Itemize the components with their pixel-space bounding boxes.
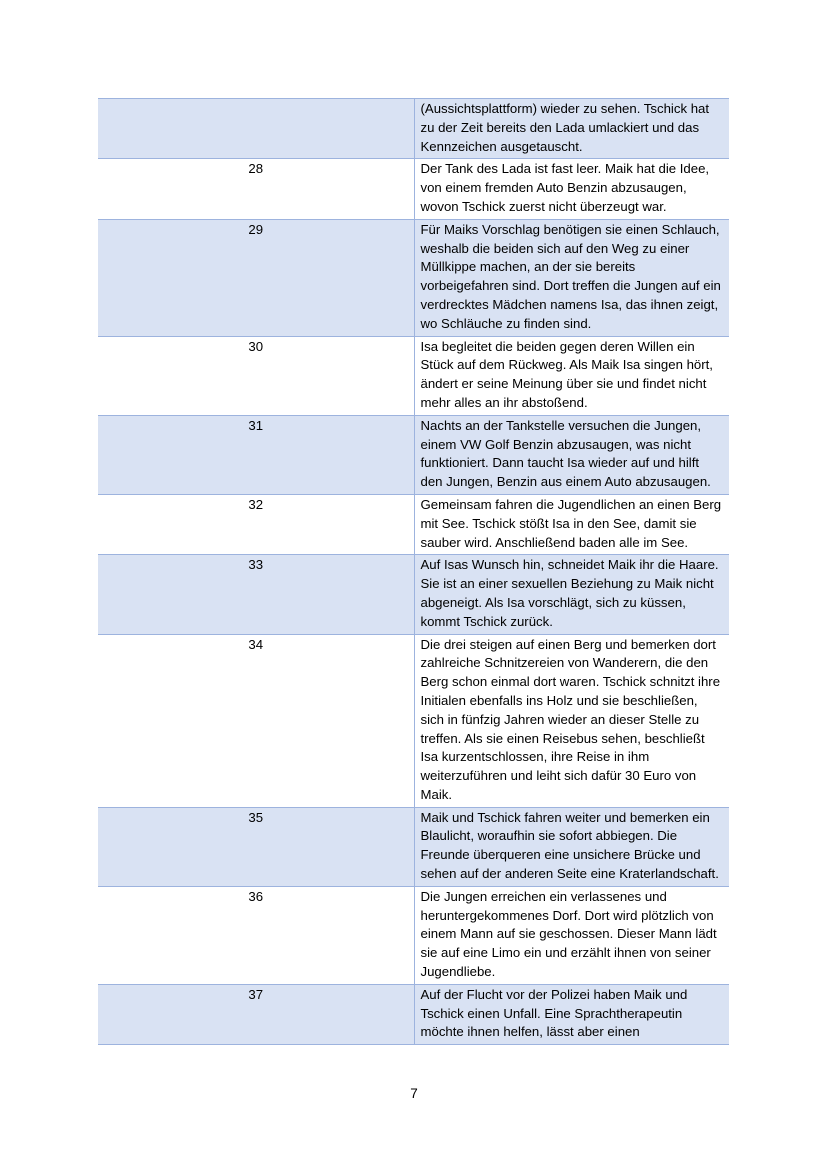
page-number: 7 [410,1086,418,1101]
chapter-number-cell: 31 [98,415,414,494]
chapter-number-cell: 35 [98,807,414,886]
chapter-number-cell: 34 [98,634,414,807]
chapter-summary-cell: Die drei steigen auf einen Berg und bemerken dort zahlreiche Schnitzereien von Wanderern, die den Berg schon einmal dort waren. Tschick schnitzt ihre Initialen ebenfalls ins Holz und sie beschließen, sich in fünfzig Jahren wieder an dieser Stelle zu treffen. Als sie einen Reisebus sehen, beschließt Isa kurzentschlossen, ihre Reise in ihm weiterzuführen und leiht sich dafür 30 Euro von Maik. [414,634,729,807]
table-row [98,494,729,554]
table-row [98,807,729,886]
chapter-number-cell: 29 [98,219,414,336]
chapter-number-cell: 30 [98,336,414,415]
chapter-number-cell: 36 [98,886,414,984]
chapter-summary-cell: Für Maiks Vorschlag benötigen sie einen Schlauch, weshalb die beiden sich auf den Weg zu einer Müllkippe machen, an der sie bereits vorbeigefahren sind. Dort treffen die Jungen auf ein verdrecktes Mädchen namens Isa, das ihnen zeigt, wo Schläuche zu finden sind. [414,219,729,336]
chapter-summary-cell: Auf der Flucht vor der Polizei haben Maik und Tschick einen Unfall. Eine Sprachtherapeutin möchte ihnen helfen, lässt aber einen [414,984,729,1044]
table-row [98,555,729,634]
chapter-summary-cell: Isa begleitet die beiden gegen deren Willen ein Stück auf dem Rückweg. Als Maik Isa singen hört, ändert er seine Meinung über sie und findet nicht mehr alles an ihr abstoßend. [414,336,729,415]
chapter-number-cell: 32 [98,494,414,554]
chapter-summary-cell: Die Jungen erreichen ein verlassenes und heruntergekommenes Dorf. Dort wird plötzlich von einem Mann auf sie geschossen. Dieser Mann lädt sie auf eine Limo ein und erzählt ihnen von seiner Jugendliebe. [414,886,729,984]
chapter-summary-cell: Nachts an der Tankstelle versuchen die Jungen, einem VW Golf Benzin abzusaugen, was nicht funktioniert. Dann taucht Isa wieder auf und hilft den Jungen, Benzin aus einem Auto abzusaugen. [414,415,729,494]
table-row [98,99,729,159]
chapter-summary-cell: Auf Isas Wunsch hin, schneidet Maik ihr die Haare. Sie ist an einer sexuellen Beziehung zu Maik nicht abgeneigt. Als Isa vorschlägt, sich zu küssen, kommt Tschick zurück. [414,555,729,634]
chapter-summary-cell: Gemeinsam fahren die Jugendlichen an einen Berg mit See. Tschick stößt Isa in den See, damit sie sauber wird. Anschließend baden alle im See. [414,494,729,554]
table-body [98,99,729,1045]
chapter-number-cell: 37 [98,984,414,1044]
chapter-summary-cell: Der Tank des Lada ist fast leer. Maik hat die Idee, von einem fremden Auto Benzin abzusaugen, wovon Tschick zuerst nicht überzeugt war. [414,159,729,219]
table-row [98,984,729,1044]
table-row [98,336,729,415]
chapter-number-cell: 33 [98,555,414,634]
table-row [98,634,729,807]
table-row [98,886,729,984]
chapter-number-cell [98,99,414,159]
table-row [98,219,729,336]
chapter-summary-cell: Maik und Tschick fahren weiter und bemerken ein Blaulicht, woraufhin sie sofort abbiegen. Die Freunde überqueren eine unsichere Brücke und sehen auf der anderen Seite eine Kraterlandschaft. [414,807,729,886]
chapter-summary-table [98,98,729,1045]
table-row [98,415,729,494]
table-row [98,159,729,219]
chapter-number-cell: 28 [98,159,414,219]
chapter-summary-cell: (Aussichtsplattform) wieder zu sehen. Tschick hat zu der Zeit bereits den Lada umlackiert und das Kennzeichen ausgetauscht. [414,99,729,159]
